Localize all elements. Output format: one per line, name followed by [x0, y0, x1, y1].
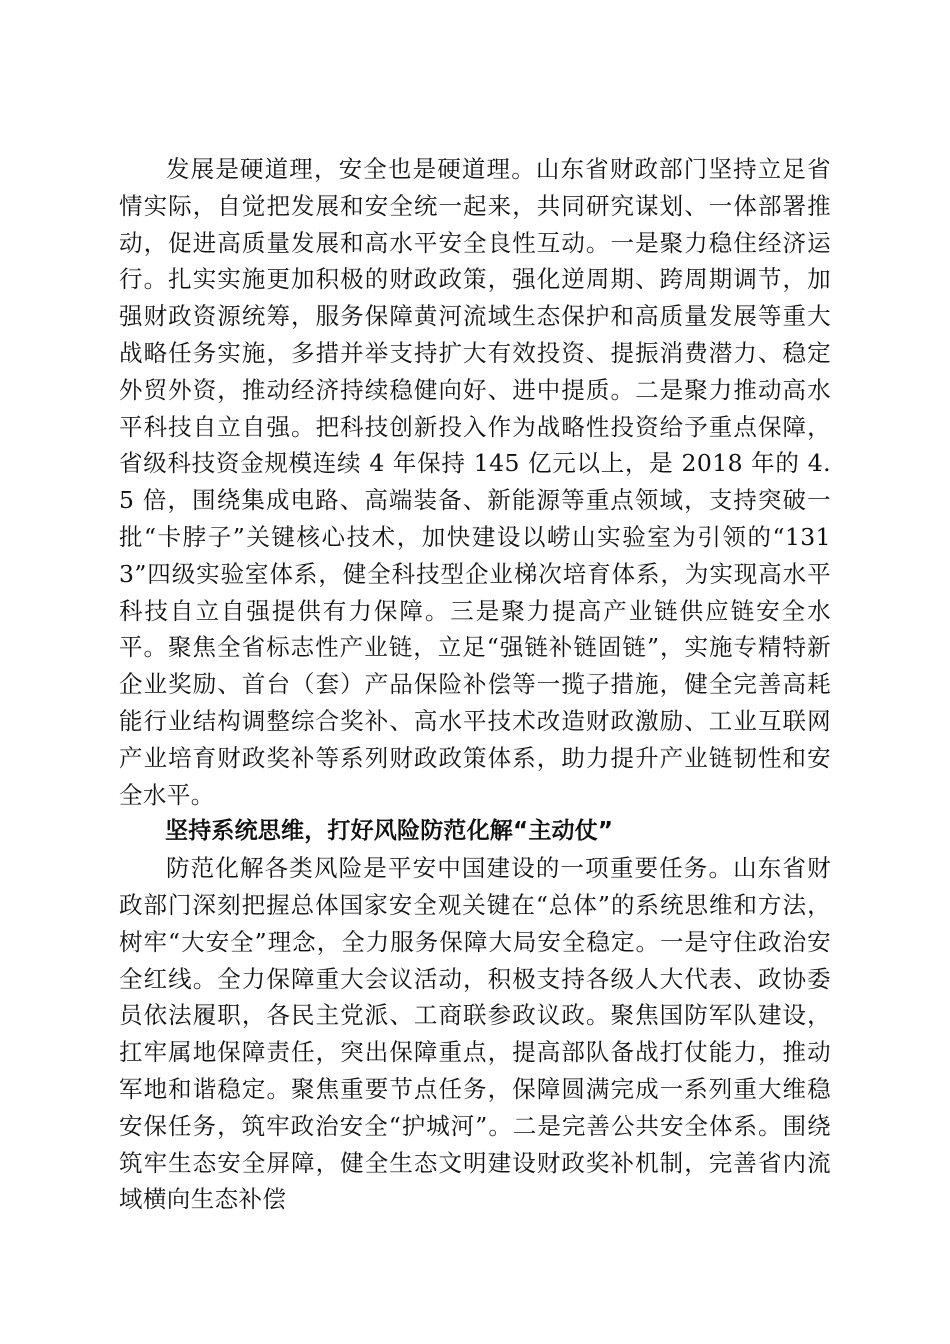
paragraph-risk-prevention: 防范化解各类风险是平安中国建设的一项重要任务。山东省财政部门深刻把握总体国家安全观关键在“总体”的系统思维和方法，树牢“大安全”理念，全力服务保障大局安全稳定。一是守住政治安全红线。全力保障重大会议活动，积极支持各级人大代表、政协委员依法履职，各民主党派、工商联参政议政。聚焦国防军队建设，扛牢属地保障责任，突出保障重点，提高部队备战打仗能力，推动军地和谐稳定。聚焦重要节点任务，保障圆满完成一系列重大维稳安保任务，筑牢政治安全“护城河”。二是完善公共安全体系。围绕筑牢生态安全屏障，健全生态文明建设财政奖补机制，完善省内流域横向生态补偿: [119, 854, 831, 1214]
document-body: [119, 151, 831, 1218]
section-heading-risk-prevention: 坚持系统思维，打好风险防范化解“主动仗”: [165, 818, 614, 845]
paragraph-development-security: 发展是硬道理，安全也是硬道理。山东省财政部门坚持立足省情实际，自觉把发展和安全统一起来，共同研究谋划、一体部署推动，促进高质量发展和高水平安全良性互动。一是聚力稳住经济运行。扎实实施更加积极的财政政策，强化逆周期、跨周期调节，加强财政资源统筹，服务保障黄河流域生态保护和高质量发展等重大战略任务实施，多措并举支持扩大有效投资、提振消费潜力、稳定外贸外资，推动经济持续稳健向好、进中提质。二是聚力推动高水平科技自立自强。把科技创新投入作为战略性投资给予重点保障，省级科技资金规模连续 4 年保持 145 亿元以上，是 2018 年的 4.5 倍，围绕集成电路、高端装备、新能源等重点领域，支持突破一批“卡脖子”关键核心技术，加快建设以崂山实验室为引领的“1313”四级实验室体系，健全科技型企业梯次培育体系，为实现高水平科技自立自强提供有力保障。三是聚力提高产业链供应链安全水平。聚焦全省标志性产业链，立足“强链补链固链”，实施专精特新企业奖励、首台（套）产品保险补偿等一揽子措施，健全完善高耗能行业结构调整综合奖补、高水平技术改造财政激励、工业互联网产业培育财政奖补等系列财政政策体系，助力提升产业链韧性和安全水平。: [119, 155, 831, 809]
